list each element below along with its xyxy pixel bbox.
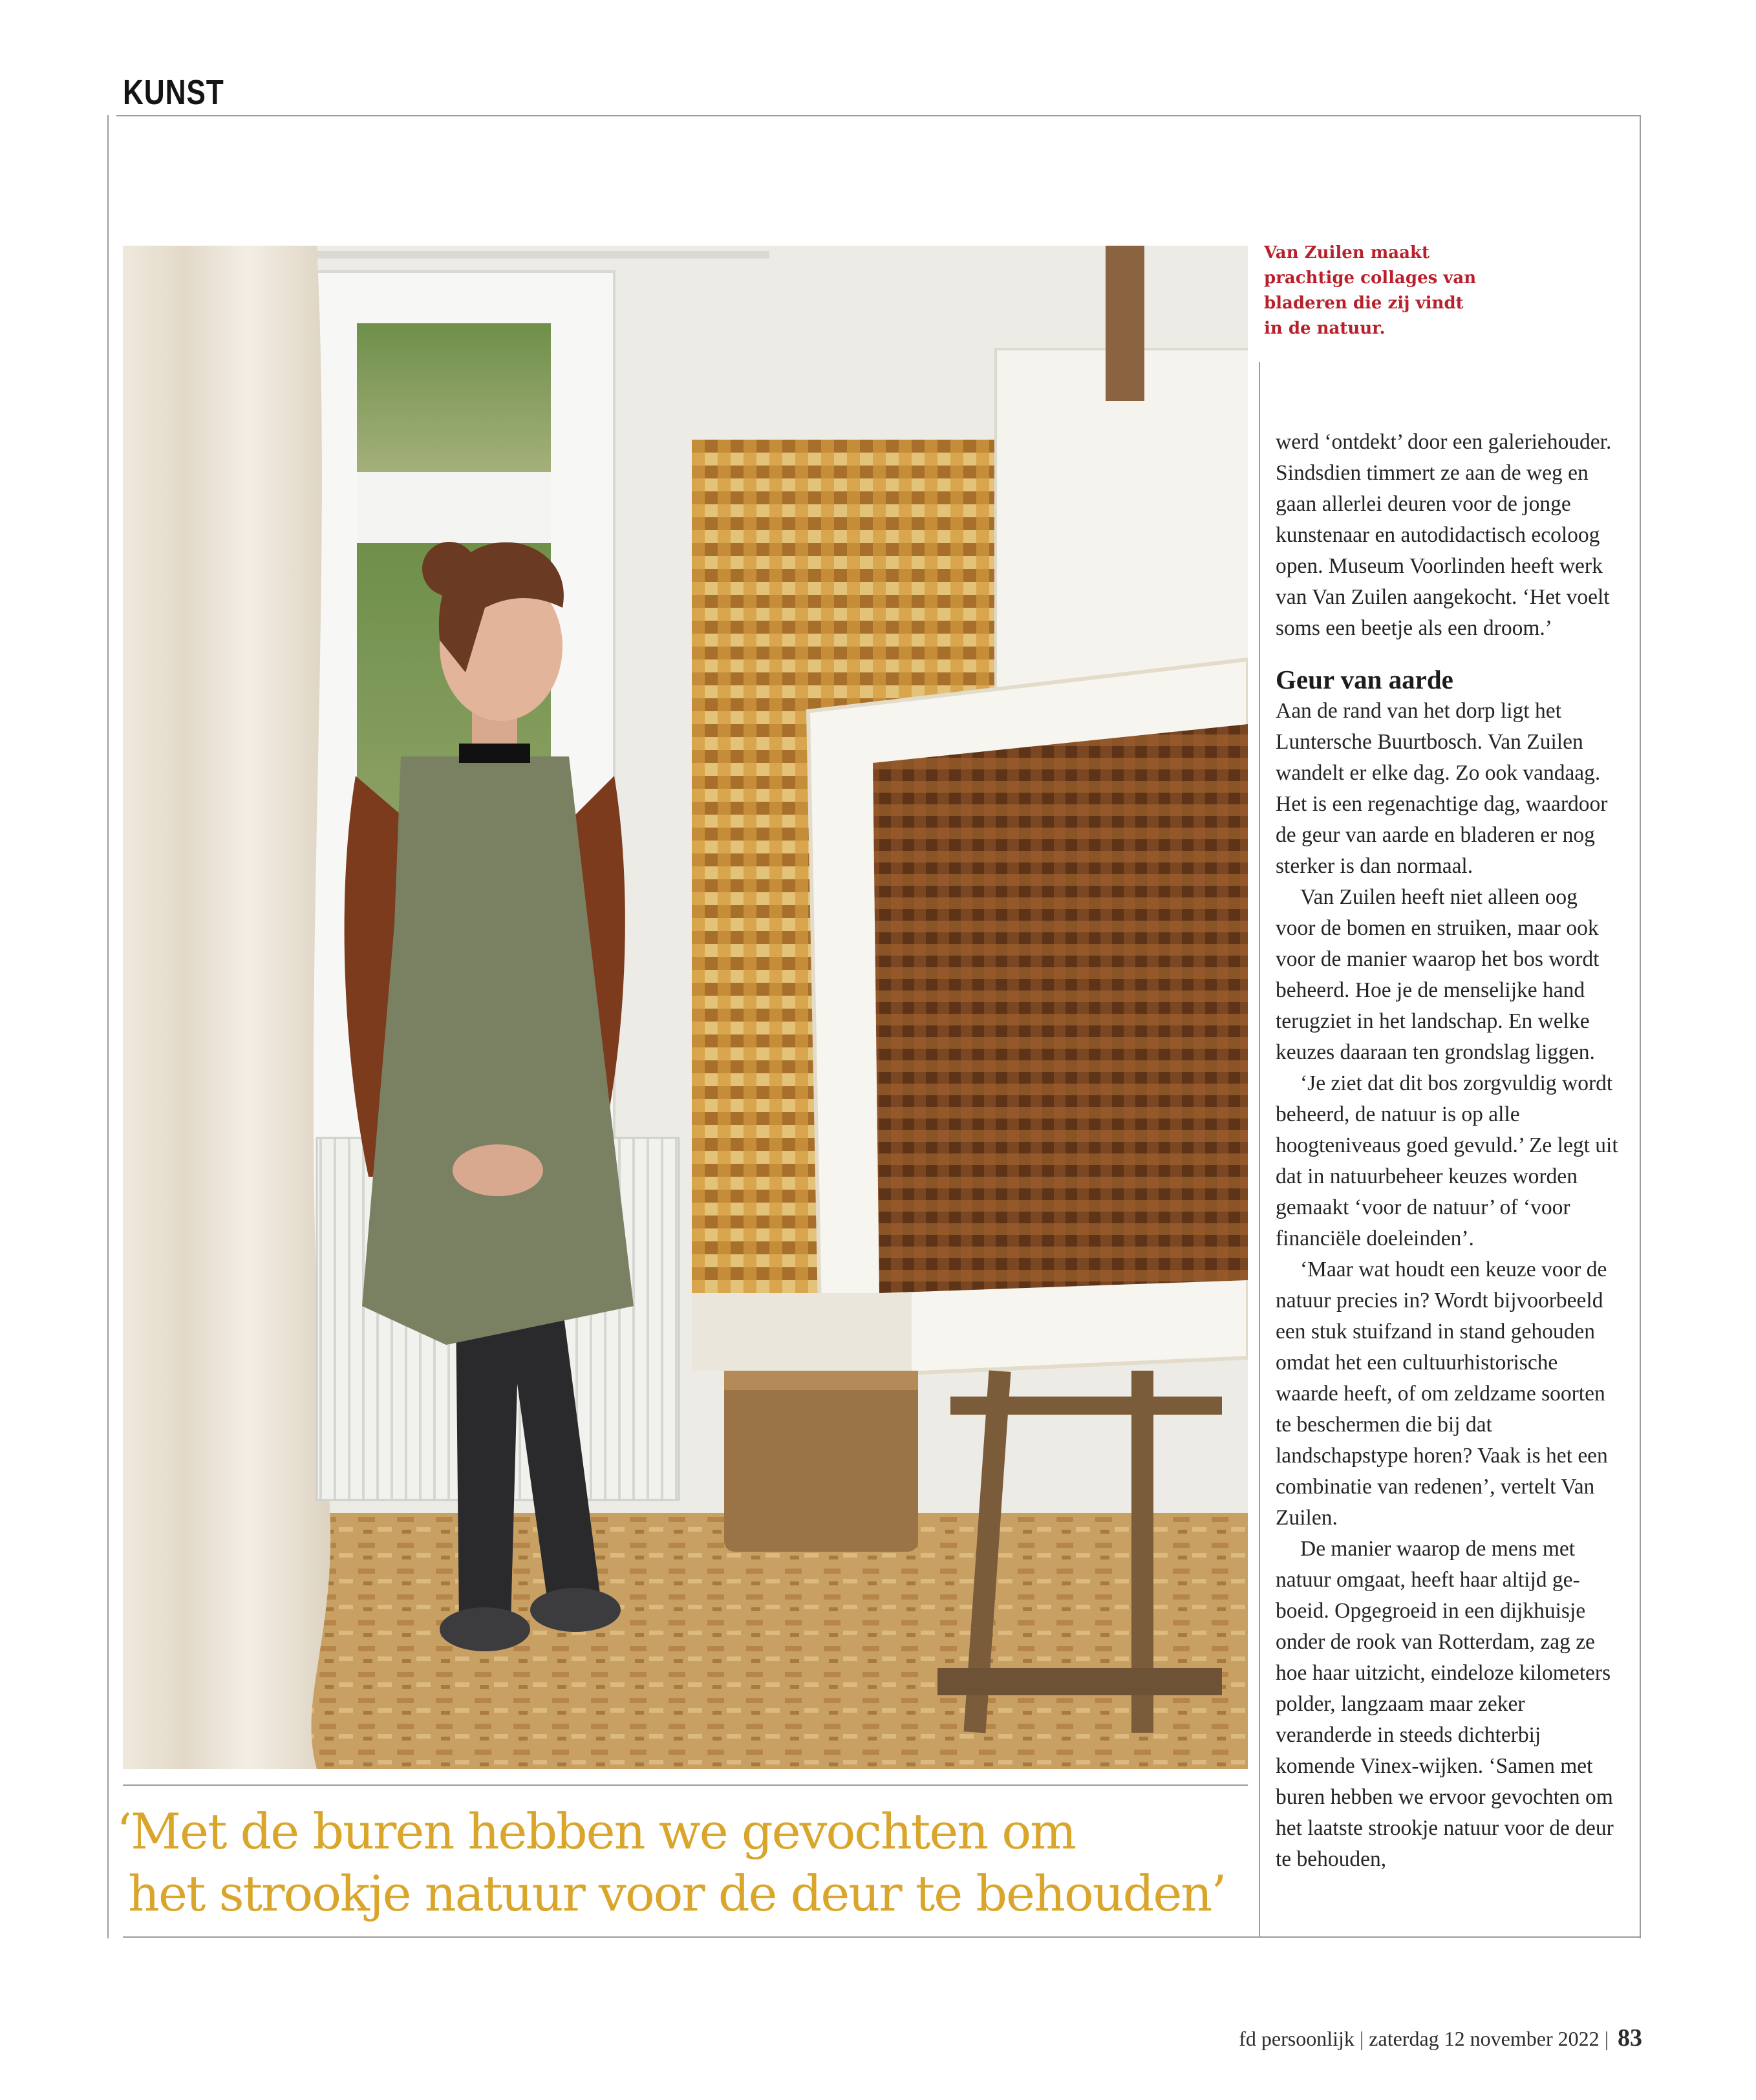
article-paragraph-2: Aan de rand van het dorp ligt het Luntersche Buurtbosch. Van Zuilen wandelt er elke dag. Zo ook vandaag. Het is een regenachtige dag, waardoor de geur van aarde en bladeren er nog sterker is dan normaal. bbox=[1276, 699, 1608, 878]
pull-quote-line-2: het strookje natuur voor de deur te behouden’ bbox=[128, 1865, 1226, 1922]
column-divider-rule bbox=[1259, 362, 1260, 1937]
pull-quote-line-1: ‘Met de buren hebben we gevochten om bbox=[116, 1803, 1076, 1860]
footer-separator: | bbox=[1359, 2027, 1364, 2050]
left-vertical-rule bbox=[107, 115, 109, 1938]
article-paragraph-4: ‘Je ziet dat dit bos zorgvuldig wordt beheerd, de natuur is op alle hoogteniveaus goed gevuld.’ Ze legt uit dat in natuurbeheer keuzes worden gemaakt ‘voor de natuur’ of ‘voor financiële doeleinden’. bbox=[1276, 1071, 1618, 1250]
right-vertical-rule bbox=[1640, 115, 1641, 1938]
publication-name: fd persoonlijk bbox=[1239, 2027, 1354, 2050]
footer-separator: | bbox=[1604, 2027, 1609, 2050]
article-paragraph-3: Van Zuilen heeft niet alleen oog voor de bomen en struiken, maar ook voor de manier waarop het bos wordt beheerd. Hoe je de menselijke hand terugziet in het landschap. En welke keuzes daaraan ten grondslag liggen. bbox=[1276, 885, 1600, 1064]
article-paragraph-5: ‘Maar wat houdt een keuze voor de natuur precies in? Wordt bijvoorbeeld een stuk stuifzand in stand gehouden omdat het een cultuurhistorische waarde heeft, of om zeldzame soorten te beschermen die bij dat landschapstype horen? Vaak is het een combinatie van redenen’, vertelt Van Zuilen. bbox=[1276, 1258, 1608, 1530]
article-column bbox=[1276, 427, 1620, 1875]
page-footer bbox=[1239, 2024, 1642, 2052]
section-label: KUNST bbox=[123, 73, 224, 112]
subheading: Geur van aarde bbox=[1276, 665, 1453, 694]
issue-date: zaterdag 12 november 2022 bbox=[1369, 2027, 1600, 2050]
article-paragraph-1: werd ‘ontdekt’ door een galeriehouder. Sindsdien timmert ze aan de weg en gaan allerlei deuren voor de jonge kunstenaar en autodidactisch ecoloog open. Museum Voorlinden heeft werk van Van Zuilen aangekocht. ‘Het voelt soms een beetje als een droom.’ bbox=[1276, 430, 1612, 640]
pull-quote bbox=[116, 1801, 1254, 1925]
page-number: 83 bbox=[1618, 2024, 1642, 2052]
portrait-photo bbox=[123, 246, 1248, 1769]
bottom-rule bbox=[123, 1936, 1641, 1938]
photo-caption: Van Zuilen maakt prachtige collages van bladeren die zij vindt in de natuur. bbox=[1264, 243, 1477, 338]
pullquote-top-rule bbox=[123, 1784, 1248, 1786]
top-rule bbox=[116, 115, 1641, 116]
article-paragraph-6: De manier waarop de mens met natuur omgaat, heeft haar altijd geboeid. Opgegroeid in een dijkhuisje onder de rook van Rotterdam, zag ze hoe haar uitzicht, eindeloze kilometers polder, langzaam maar zeker veranderde in steeds dichterbij komende Vinex-wijken. ‘Samen met buren hebben we ervoor gevochten om het laatste strookje natuur voor de deur te behouden, bbox=[1276, 1537, 1614, 1871]
